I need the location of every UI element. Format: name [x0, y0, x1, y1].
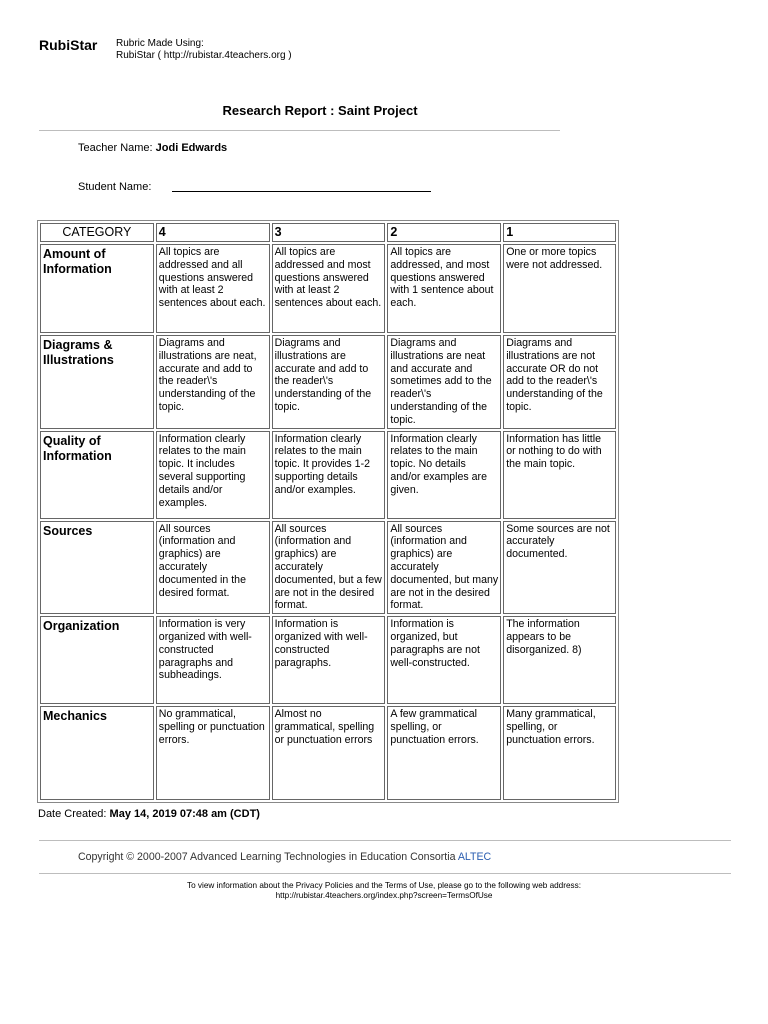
rubric-cell: Diagrams and illustrations are neat and accurate and sometimes add to the reader\'s understanding of the topic. — [387, 335, 501, 429]
rubric-cell: Many grammatical, spelling, or punctuation errors. — [503, 706, 616, 800]
rubric-cell: Information clearly relates to the main topic. It provides 1-2 supporting details and/or examples. — [272, 431, 386, 519]
date-created — [38, 808, 260, 820]
title-divider — [39, 130, 560, 131]
header-score-2: 2 — [387, 223, 501, 242]
header-score-3: 3 — [272, 223, 386, 242]
rubric-cell: Almost no grammatical, spelling or punctuation errors — [272, 706, 386, 800]
rubric-cell: All topics are addressed, and most questions answered with 1 sentence about each. — [387, 244, 501, 333]
rubric-table — [37, 220, 619, 803]
page-title: Research Report : Saint Project — [222, 103, 418, 118]
rubric-cell: All topics are addressed and most questions answered with at least 2 sentences about each. — [272, 244, 386, 333]
rubric-cell: Information is organized with well-constructed paragraphs. — [272, 616, 386, 704]
privacy-notice — [0, 881, 768, 901]
category-cell: Quality of Information — [40, 431, 154, 519]
terms-url[interactable]: http://rubistar.4teachers.org/index.php?screen=TermsOfUse — [275, 891, 493, 900]
date-value: May 14, 2019 07:48 am (CDT) — [109, 808, 260, 820]
teacher-name: Jodi Edwards — [155, 142, 228, 154]
date-label: Date Created: — [38, 808, 107, 820]
rubric-cell: All sources (information and graphics) are accurately documented, but many are not in the desired format. — [387, 521, 501, 615]
student-label: Student Name: — [78, 181, 152, 193]
table-row — [40, 335, 616, 429]
rubric-cell: Information has little or nothing to do with the main topic. — [503, 431, 616, 519]
rubric-cell: Diagrams and illustrations are accurate and add to the reader\'s understanding of the topic. — [272, 335, 386, 429]
rubric-cell: A few grammatical spelling, or punctuation errors. — [387, 706, 501, 800]
rubric-cell: The information appears to be disorganized. 8) — [503, 616, 616, 704]
header-score-4: 4 — [156, 223, 270, 242]
made-using-line2: RubiStar ( http://rubistar.4teachers.org ) — [116, 50, 292, 61]
category-cell: Mechanics — [40, 706, 154, 800]
footer-divider-bottom — [39, 873, 731, 874]
table-row — [40, 706, 616, 800]
made-using-line1: Rubric Made Using: — [116, 38, 204, 49]
table-row — [40, 431, 616, 519]
table-row — [40, 244, 616, 333]
header-score-1: 1 — [503, 223, 616, 242]
rubric-cell: Information is very organized with well-constructed paragraphs and subheadings. — [156, 616, 270, 704]
table-row — [40, 521, 616, 615]
copyright-text: Copyright © 2000-2007 Advanced Learning Technologies in Education Consortia — [78, 851, 456, 863]
rubric-cell: All sources (information and graphics) are accurately documented, but a few are not in the desired format. — [272, 521, 386, 615]
rubric-cell: Information clearly relates to the main topic. No details and/or examples are given. — [387, 431, 501, 519]
brand-name: RubiStar — [39, 37, 98, 53]
category-cell: Organization — [40, 616, 154, 704]
rubric-cell: Some sources are not accurately documented. — [503, 521, 616, 615]
category-cell: Sources — [40, 521, 154, 615]
made-using-note — [116, 38, 292, 62]
rubric-cell: Diagrams and illustrations are not accurate OR do not add to the reader\'s understanding of the topic. — [503, 335, 616, 429]
footer-divider-top — [39, 840, 731, 841]
student-name-line — [172, 191, 431, 192]
rubric-header-row — [40, 223, 616, 242]
rubric-cell: All topics are addressed and all questions answered with at least 2 sentences about each. — [156, 244, 270, 333]
rubric-cell: Information is organized, but paragraphs are not well-constructed. — [387, 616, 501, 704]
rubric-cell: All sources (information and graphics) are accurately documented in the desired format. — [156, 521, 270, 615]
rubric-cell: Diagrams and illustrations are neat, accurate and add to the reader\'s understanding of the topic. — [156, 335, 270, 429]
altec-link[interactable]: ALTEC — [457, 851, 492, 863]
rubric-cell: One or more topics were not addressed. — [503, 244, 616, 333]
teacher-name-field — [78, 142, 227, 154]
category-cell: Diagrams & Illustrations — [40, 335, 154, 429]
table-row — [40, 616, 616, 704]
category-cell: Amount of Information — [40, 244, 154, 333]
header-category: CATEGORY — [40, 223, 154, 242]
teacher-label: Teacher Name: — [78, 142, 153, 154]
rubric-cell: Information clearly relates to the main topic. It includes several supporting details and/or examples. — [156, 431, 270, 519]
copyright-notice — [78, 851, 491, 863]
privacy-line1: To view information about the Privacy Policies and the Terms of Use, please go to the following web address: — [187, 881, 581, 890]
rubric-cell: No grammatical, spelling or punctuation errors. — [156, 706, 270, 800]
